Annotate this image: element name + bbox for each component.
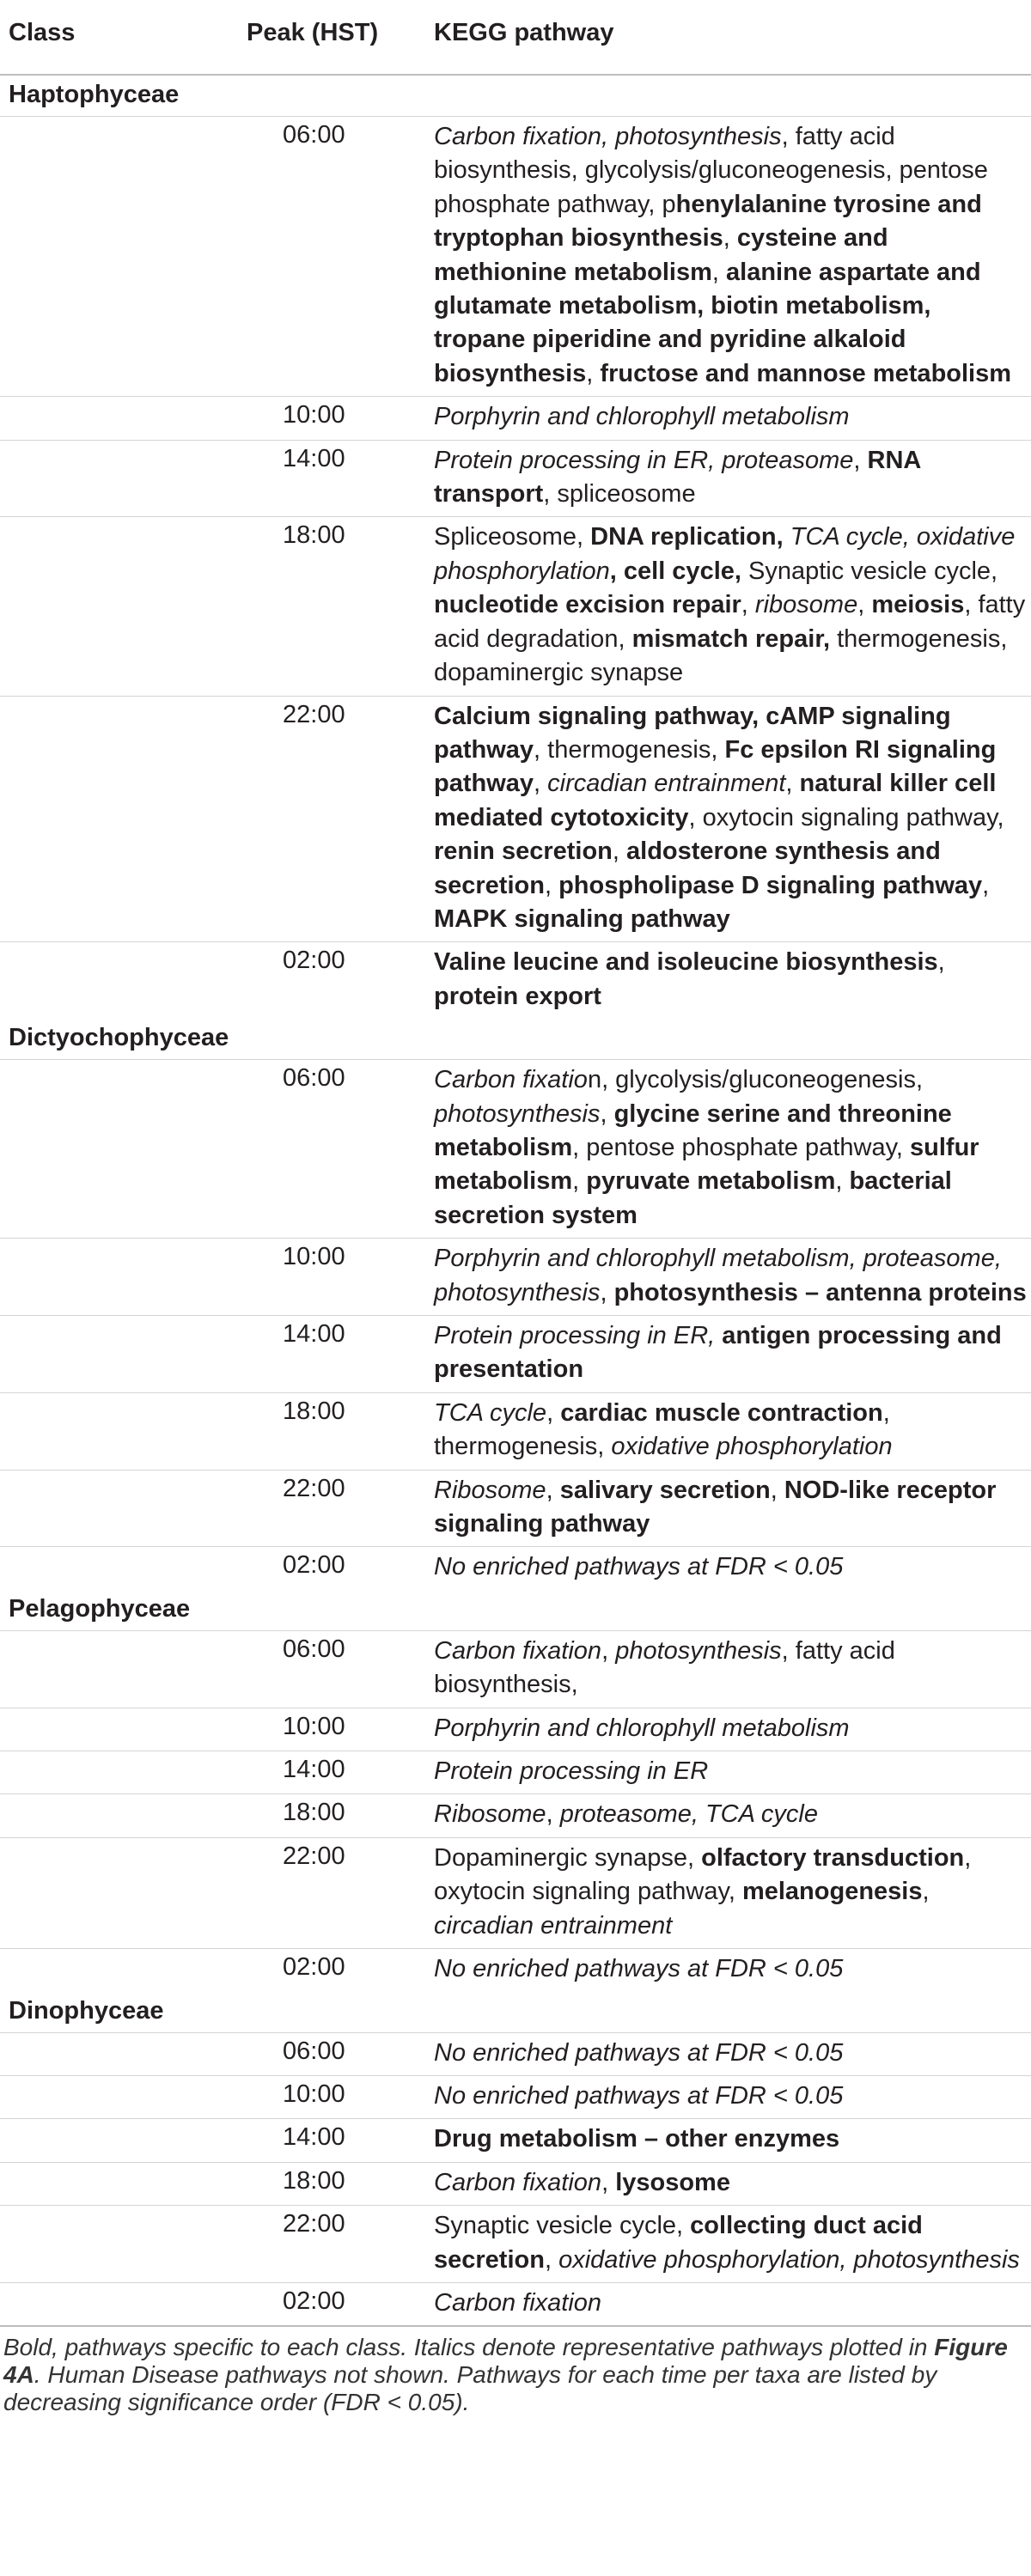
pathway-text: Ribosome — [434, 1800, 546, 1829]
class-label: Pelagophyceae — [9, 1594, 191, 1623]
class-label: Dictyochophyceae — [9, 1024, 229, 1052]
table-row — [0, 1948, 1031, 1991]
table-row — [0, 1392, 1031, 1470]
pathway-cell — [434, 1842, 1027, 1943]
table-row — [0, 1315, 1031, 1392]
header-peak: Peak (HST) — [247, 19, 379, 46]
pathway-text: n, glycolysis/gluconeogenesis, — [587, 1066, 924, 1094]
table-header-row — [0, 0, 1031, 76]
pathway-text: No enriched pathways at FDR < 0.05 — [434, 1553, 844, 1581]
table-row — [0, 1837, 1031, 1948]
table-body — [0, 76, 1031, 2325]
pathway-text: , — [770, 1476, 784, 1504]
class-row — [0, 1992, 1031, 2032]
peak-time: 14:00 — [283, 444, 345, 472]
pathway-text: , — [546, 1800, 560, 1829]
table-row — [0, 1708, 1031, 1751]
peak-time: 02:00 — [283, 1953, 345, 1982]
pathway-text: No enriched pathways at FDR < 0.05 — [434, 1955, 844, 1983]
pathway-cell — [434, 1319, 1027, 1387]
pathway-text: Porphyrin and chlorophyll metabolism — [434, 403, 850, 431]
pathway-text: protein export — [434, 982, 601, 1010]
pathway-text: TCA cycle — [434, 1398, 547, 1427]
pathway-text: Protein processing in ER — [434, 1757, 709, 1786]
footnote-text: Bold, pathways specific to each class. Italics denote representative pathways plotted in — [3, 2334, 935, 2361]
pathway-cell — [434, 1635, 1027, 1702]
pathway-text: , — [546, 1398, 561, 1427]
pathway-text: , — [853, 446, 868, 474]
footnote-text: . Human Disease pathways not shown. Pathways for each time per taxa are listed by decreasing significance order (FDR < 0.05). — [3, 2361, 937, 2416]
pathway-cell — [434, 1712, 1027, 1745]
pathway-text: , — [534, 770, 548, 798]
pathway-text: Carbon fixation — [434, 2288, 602, 2317]
pathway-text: , fatty acid degradation, — [434, 591, 1026, 653]
pathway-text: Synaptic vesicle cycle, — [434, 2212, 691, 2240]
table-row — [0, 1546, 1031, 1589]
pathway-text: meiosis — [871, 591, 965, 619]
pathway-text: , — [546, 1476, 560, 1504]
pathway-text: , — [600, 1099, 614, 1128]
pathway-text: Valine leucine and isoleucine biosynthesis — [434, 948, 938, 977]
table-row — [0, 2282, 1031, 2325]
pathway-text: , fatty acid biosynthesis, glycolysis/gluconeogenesis, pentose phosphate pathway, p — [434, 123, 988, 218]
pathway-cell — [434, 1397, 1027, 1465]
pathway-text: , — [982, 871, 990, 899]
table-row — [0, 2032, 1031, 2075]
peak-time: 18:00 — [283, 521, 345, 550]
pathway-text: , — [741, 591, 755, 619]
pathway-text: glycine serine and threonine metabolism — [434, 1099, 952, 1161]
pathway-text: Fc epsilon RI signaling pathway — [434, 735, 997, 798]
table-row — [0, 396, 1031, 439]
pathway-text: olfactory transduction — [701, 1843, 965, 1872]
peak-time: 18:00 — [283, 2166, 345, 2195]
pathway-text: nucleotide excision repair — [434, 591, 741, 619]
pathway-cell — [434, 1755, 1027, 1788]
table-row — [0, 1630, 1031, 1708]
class-row — [0, 1019, 1031, 1059]
pathway-cell — [434, 1242, 1027, 1310]
pathway-text: , spliceosome — [543, 480, 696, 509]
pathway-text: , — [601, 1636, 616, 1665]
table-row — [0, 2205, 1031, 2282]
pathway-text: circadian entrainment — [547, 770, 786, 798]
pathway-text: cysteine and methionine metabolism — [434, 224, 888, 286]
table-row — [0, 1238, 1031, 1315]
pathway-cell — [434, 2166, 1027, 2200]
pathway-text: , thermogenesis, — [434, 1398, 890, 1461]
pathway-cell — [434, 1474, 1027, 1542]
class-row — [0, 1590, 1031, 1630]
peak-time: 18:00 — [283, 1397, 345, 1425]
pathway-text: oxidative phosphorylation, photosynthesis — [558, 2245, 1020, 2274]
pathway-cell — [434, 1798, 1027, 1831]
pathway-text: , — [544, 2245, 559, 2274]
peak-time: 02:00 — [283, 1551, 345, 1580]
pathway-text: Protein processing in ER, proteasome — [434, 446, 854, 474]
pathway-text: , fatty acid biosynthesis, — [434, 1636, 895, 1699]
peak-time: 06:00 — [283, 1635, 345, 1663]
peak-time: 06:00 — [283, 1064, 345, 1093]
pathway-cell — [434, 700, 1027, 937]
table-row — [0, 116, 1031, 396]
pathway-cell — [434, 1063, 1027, 1233]
table-row — [0, 1470, 1031, 1547]
pathway-text: henylalanine tyrosine and tryptophan biosynthesis — [434, 190, 982, 253]
pathway-text: lysosome — [615, 2168, 730, 2196]
pathway-text: , pentose phosphate pathway, — [572, 1133, 911, 1161]
pathway-text — [784, 523, 790, 551]
peak-time: 14:00 — [283, 1756, 345, 1784]
pathway-cell — [434, 521, 1027, 690]
pathway-text: sulfur metabolism — [434, 1133, 979, 1196]
class-label: Haptophyceae — [9, 81, 180, 108]
peak-time: 06:00 — [283, 121, 345, 149]
pathway-text: , — [572, 1167, 587, 1196]
pathway-text: , cell cycle, — [609, 557, 741, 585]
pathway-cell — [434, 2037, 1027, 2070]
table-row — [0, 941, 1031, 1019]
table-footnote — [3, 2334, 1028, 2416]
table-row — [0, 2118, 1031, 2161]
peak-time: 10:00 — [283, 1243, 345, 1271]
peak-time: 02:00 — [283, 2287, 345, 2315]
pathway-text: Drug metabolism – other enzymes — [434, 2125, 840, 2153]
peak-time: 22:00 — [283, 1842, 345, 1870]
pathway-text: , — [544, 871, 559, 899]
peak-time: 02:00 — [283, 947, 345, 975]
pathway-text: DNA replication, — [590, 523, 784, 551]
pathway-text: mismatch repair, — [631, 624, 831, 653]
pathway-text: natural killer cell mediated cytotoxicity — [434, 770, 997, 831]
pathway-text: Porphyrin and chlorophyll metabolism, proteasome, photosynthesis — [434, 1245, 1002, 1306]
pathway-text: RNA transport — [434, 446, 921, 509]
pathway-text: melanogenesis — [741, 1878, 923, 1906]
pathway-text: , — [612, 837, 627, 866]
pathway-text: , — [601, 2168, 616, 2196]
pathway-cell — [434, 1952, 1027, 1986]
table-row — [0, 2075, 1031, 2118]
pathway-text: Spliceosome, — [434, 523, 591, 551]
pathway-text: thermogenesis, dopaminergic synapse — [434, 624, 1008, 687]
pathway-text: , — [711, 258, 727, 286]
pathway-text: Carbon fixatio — [434, 1066, 588, 1094]
pathway-text: NOD-like receptor signaling pathway — [434, 1476, 997, 1538]
peak-time: 22:00 — [283, 1474, 345, 1502]
pathway-text: , oxytocin signaling pathway, — [434, 1843, 972, 1906]
pathway-text: , — [600, 1278, 614, 1306]
peak-time: 14:00 — [283, 2123, 345, 2152]
pathway-text: photosynthesis — [615, 1636, 782, 1665]
pathway-text: phospholipase D signaling pathway — [558, 871, 983, 899]
pathway-text: , oxytocin signaling pathway, — [688, 803, 1004, 831]
pathway-text: bacterial secretion system — [434, 1167, 952, 1229]
pathway-text: , — [835, 1167, 850, 1196]
pathway-text: Dopaminergic synapse, — [434, 1843, 702, 1872]
pathway-text: Protein processing in ER, — [434, 1322, 716, 1349]
peak-time: 18:00 — [283, 1799, 345, 1827]
table-row — [0, 516, 1031, 695]
pathway-text: MAPK signaling pathway — [434, 904, 730, 933]
pathway-text: Calcium signaling pathway, cAMP signaling pathway — [434, 702, 951, 764]
class-row — [0, 76, 1031, 116]
pathway-cell — [434, 444, 1027, 512]
pathway-text: aldosterone synthesis and secretion — [434, 837, 941, 899]
pathway-text: cardiac muscle contraction — [560, 1398, 883, 1427]
peak-time: 22:00 — [283, 2210, 345, 2238]
pathway-text: alanine aspartate and glutamate metabolism, biotin metabolism, tropane piperidine and pyridine alkaloid biosynthesis — [434, 258, 981, 387]
pathway-text: photosynthesis – antenna proteins — [613, 1278, 1027, 1306]
table-row — [0, 1059, 1031, 1238]
pathway-text: circadian entrainment — [434, 1911, 673, 1940]
pathway-cell — [434, 2080, 1027, 2113]
pathway-cell — [434, 2209, 1027, 2277]
pathway-text: collecting duct acid secretion — [434, 2212, 923, 2274]
pathway-cell — [434, 1550, 1027, 1584]
pathway-text: ribosome — [754, 591, 858, 619]
pathway-text: , — [586, 359, 601, 387]
pathway-cell — [434, 2122, 1027, 2156]
table-row — [0, 1751, 1031, 1793]
pathway-text: Carbon fixation, photosynthesis — [434, 123, 782, 150]
table-row — [0, 2162, 1031, 2205]
pathway-cell — [434, 946, 1027, 1014]
pathway-text: proteasome, TCA cycle — [559, 1800, 818, 1829]
pathway-cell — [434, 400, 1027, 434]
peak-time: 10:00 — [283, 401, 345, 429]
peak-time: 10:00 — [283, 1712, 345, 1740]
peak-time: 06:00 — [283, 2037, 345, 2065]
table-row — [0, 440, 1031, 517]
pathway-text: , thermogenesis, — [534, 735, 725, 764]
pathway-text: , — [922, 1878, 930, 1906]
pathway-text: renin secretion — [434, 837, 613, 866]
table-row — [0, 696, 1031, 942]
pathway-text: TCA cycle, oxidative phosphorylation — [434, 523, 1016, 585]
header-pathway: KEGG pathway — [434, 19, 614, 46]
header-class: Class — [9, 19, 76, 46]
pathway-text: Carbon fixation — [434, 2168, 602, 2196]
pathway-text: salivary secretion — [559, 1476, 771, 1504]
peak-time: 10:00 — [283, 2080, 345, 2108]
pathway-cell — [434, 2287, 1027, 2320]
pathway-text: oxidative phosphorylation — [611, 1433, 893, 1461]
pathway-cell — [434, 120, 1027, 391]
pathway-text: No enriched pathways at FDR < 0.05 — [434, 2038, 844, 2067]
pathway-text: , — [723, 224, 737, 253]
pathway-text: pyruvate metabolism — [586, 1167, 836, 1196]
pathway-text: antigen processing and presentation — [434, 1322, 1002, 1384]
pathway-text: fructose and mannose metabolism — [600, 359, 1012, 387]
pathway-text: Carbon fixation — [434, 1636, 602, 1665]
pathway-text: , — [857, 591, 872, 619]
pathway-text: photosynthesis — [434, 1099, 601, 1128]
peak-time: 14:00 — [283, 1320, 345, 1348]
pathway-text: Synaptic vesicle cycle, — [741, 557, 998, 585]
figure-reference: Figure 4A — [3, 2334, 1008, 2389]
pathway-text: No enriched pathways at FDR < 0.05 — [434, 2081, 844, 2110]
pathway-text: , — [785, 770, 800, 798]
table-bottom-rule — [0, 2325, 1031, 2327]
pathway-text: , — [937, 948, 945, 977]
pathway-text: Porphyrin and chlorophyll metabolism — [434, 1714, 850, 1742]
peak-time: 22:00 — [283, 700, 345, 728]
pathway-text: Ribosome — [434, 1476, 546, 1504]
class-label: Dinophyceae — [9, 1996, 164, 2025]
table-row — [0, 1793, 1031, 1836]
